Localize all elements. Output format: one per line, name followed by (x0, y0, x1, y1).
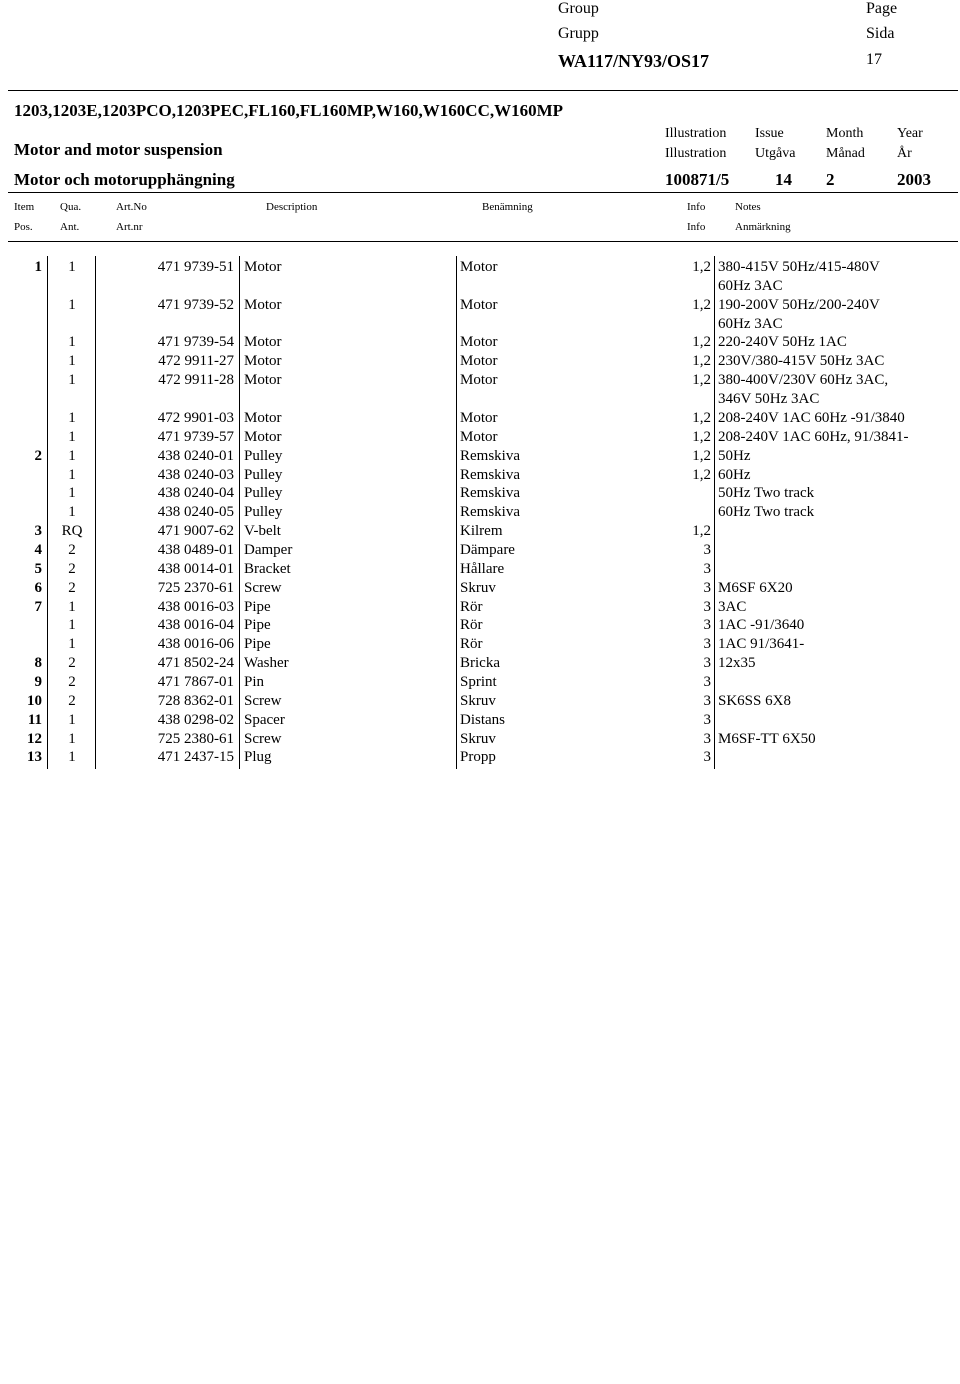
info: 1,2 (692, 428, 711, 445)
benamning: Propp (460, 749, 496, 766)
benamning: Dämpare (460, 541, 515, 558)
description: Motor (244, 259, 282, 275)
description: Pin (244, 673, 265, 690)
article-number: 725 2370-61 (157, 579, 234, 596)
article-number: 728 8362-01 (157, 692, 234, 709)
col-notes-en: Notes (735, 201, 761, 213)
month-label-sv: Månad (826, 146, 865, 161)
item-number: 7 (34, 598, 42, 615)
title-rule (8, 192, 958, 193)
notes: 346V 50Hz 3AC (718, 391, 820, 407)
quantity: 1 (68, 372, 76, 389)
item-number: 11 (27, 711, 42, 728)
quantity: 1 (68, 749, 76, 766)
year-value: 2003 (897, 170, 931, 189)
description: Motor (244, 428, 282, 445)
description: V-belt (244, 523, 281, 539)
quantity: 1 (68, 296, 76, 313)
description: Pipe (244, 636, 271, 653)
table-row (0, 748, 960, 767)
table-row (0, 560, 960, 579)
table-row (0, 409, 960, 428)
benamning: Motor (460, 353, 498, 370)
notes: 208-240V 1AC 60Hz -91/3840 (718, 409, 905, 426)
notes: 3AC (718, 598, 747, 615)
table-row (0, 428, 960, 447)
table-row (0, 598, 960, 617)
table-row (0, 541, 960, 560)
benamning: Motor (460, 409, 498, 426)
benamning: Skruv (460, 730, 496, 747)
description: Bracket (244, 560, 291, 577)
item-number: 9 (34, 673, 42, 690)
article-number: 471 2437-15 (157, 749, 234, 766)
benamning: Remskiva (460, 447, 520, 464)
description: Motor (244, 353, 282, 370)
title-swedish: Motor och motorupphängning (14, 170, 235, 189)
article-number: 438 0489-01 (157, 541, 234, 558)
benamning: Motor (460, 296, 498, 313)
benamning: Motor (460, 428, 498, 445)
quantity: 1 (68, 504, 76, 521)
quantity: 1 (68, 353, 76, 370)
table-row (0, 296, 960, 315)
article-number: 471 9739-57 (157, 428, 234, 445)
description: Motor (244, 409, 282, 426)
notes: 60Hz Two track (718, 504, 815, 521)
col-info-en: Info (687, 201, 706, 213)
quantity: 1 (68, 466, 76, 483)
info: 3 (703, 541, 711, 558)
article-number: 471 8502-24 (157, 655, 234, 672)
month-label-en: Month (826, 126, 864, 141)
table-row (0, 447, 960, 466)
description: Plug (244, 749, 272, 766)
info: 3 (703, 730, 711, 747)
article-number: 471 9007-62 (157, 523, 234, 539)
issue-label-sv: Utgåva (755, 146, 796, 161)
col-art-sv: Art.nr (116, 221, 143, 233)
page-label: Page (866, 0, 898, 17)
article-number: 438 0016-03 (157, 598, 234, 615)
notes: 60Hz 3AC (718, 315, 783, 332)
info: 1,2 (692, 259, 711, 275)
benamning: Motor (460, 334, 498, 351)
table-row (0, 503, 960, 522)
quantity: 2 (68, 560, 76, 577)
item-number: 12 (27, 730, 42, 747)
info: 3 (703, 560, 711, 577)
benamning: Hållare (460, 560, 505, 577)
notes: 1AC 91/3641- (718, 636, 805, 653)
notes: 60Hz (718, 466, 751, 483)
article-number: 472 9911-28 (158, 372, 234, 389)
article-number: 438 0240-03 (157, 466, 234, 483)
description: Pulley (244, 447, 283, 464)
description: Pipe (244, 617, 271, 634)
notes: 380-415V 50Hz/415-480V (718, 259, 880, 275)
info: 1,2 (692, 523, 711, 539)
quantity: 2 (68, 655, 76, 672)
item-number: 5 (34, 560, 42, 577)
notes: 50Hz Two track (718, 485, 815, 502)
quantity: 1 (68, 636, 76, 653)
col-qty-sv: Ant. (60, 221, 80, 233)
article-number: 471 9739-54 (157, 334, 234, 351)
benamning: Skruv (460, 579, 496, 596)
quantity: 2 (68, 673, 76, 690)
notes: 220-240V 50Hz 1AC (718, 334, 847, 351)
col-art-en: Art.No (116, 201, 147, 213)
info: 3 (703, 749, 711, 766)
benamning: Kilrem (460, 523, 503, 539)
notes: M6SF 6X20 (718, 579, 793, 596)
item-number: 3 (34, 523, 42, 539)
benamning: Remskiva (460, 466, 520, 483)
description: Motor (244, 296, 282, 313)
table-row (0, 277, 960, 296)
notes: SK6SS 6X8 (718, 692, 791, 709)
benamning: Rör (460, 598, 483, 615)
item-number: 6 (34, 579, 42, 596)
quantity: 1 (68, 730, 76, 747)
quantity: 1 (68, 334, 76, 351)
benamning: Motor (460, 259, 498, 275)
item-number: 8 (34, 655, 42, 672)
description: Motor (244, 372, 282, 389)
description: Motor (244, 334, 282, 351)
description: Screw (244, 730, 282, 747)
col-benamning: Benämning (482, 201, 533, 213)
table-row (0, 315, 960, 334)
benamning: Distans (460, 711, 505, 728)
year-label-sv: År (897, 146, 912, 161)
notes: 60Hz 3AC (718, 277, 783, 294)
col-item-en: Item (14, 201, 35, 213)
item-number: 1 (34, 259, 42, 275)
benamning: Remskiva (460, 485, 520, 502)
table-row (0, 258, 960, 277)
benamning: Rör (460, 617, 483, 634)
grupp-label: Grupp (558, 25, 599, 42)
illustration-value: 100871/5 (665, 170, 730, 189)
article-number: 725 2380-61 (157, 730, 234, 747)
info: 3 (703, 711, 711, 728)
header-rule (8, 90, 958, 91)
article-number: 471 7867-01 (157, 673, 234, 690)
benamning: Sprint (460, 673, 497, 690)
table-row (0, 466, 960, 485)
item-number: 13 (27, 749, 42, 766)
table-row (0, 579, 960, 598)
description: Spacer (244, 711, 285, 728)
col-notes-sv: Anmärkning (735, 221, 791, 233)
info: 3 (703, 692, 711, 709)
col-description: Description (266, 201, 318, 213)
info: 1,2 (692, 334, 711, 351)
quantity: 2 (68, 692, 76, 709)
col-item-sv: Pos. (14, 221, 33, 233)
year-label-en: Year (897, 126, 923, 141)
info: 3 (703, 673, 711, 690)
table-row (0, 371, 960, 390)
notes: 230V/380-415V 50Hz 3AC (718, 353, 885, 370)
item-number: 10 (27, 692, 42, 709)
info: 3 (703, 617, 711, 634)
group-code: WA117/NY93/OS17 (558, 51, 710, 71)
article-number: 438 0240-05 (157, 504, 234, 521)
description: Pipe (244, 598, 271, 615)
benamning: Skruv (460, 692, 496, 709)
table-row (0, 711, 960, 730)
description: Pulley (244, 485, 283, 502)
notes: 12x35 (718, 655, 756, 672)
quantity: 1 (68, 598, 76, 615)
quantity: 1 (68, 711, 76, 728)
table-row (0, 673, 960, 692)
table-row (0, 333, 960, 352)
quantity: 1 (68, 259, 76, 275)
article-number: 438 0016-06 (157, 636, 234, 653)
month-value: 2 (826, 170, 835, 189)
model-list: 1203,1203E,1203PCO,1203PEC,FL160,FL160MP,W160,W160CC,W160MP (14, 101, 564, 120)
notes: 190-200V 50Hz/200-240V (718, 296, 880, 313)
quantity: 1 (68, 447, 76, 464)
info: 1,2 (692, 409, 711, 426)
article-number: 438 0016-04 (157, 617, 234, 634)
description: Screw (244, 579, 282, 596)
info: 3 (703, 655, 711, 672)
page-number: 17 (866, 51, 882, 68)
table-row (0, 352, 960, 371)
notes: 208-240V 1AC 60Hz, 91/3841- (718, 428, 909, 445)
benamning: Rör (460, 636, 483, 653)
table-row (0, 692, 960, 711)
table-row (0, 484, 960, 503)
description: Damper (244, 541, 293, 558)
article-number: 438 0240-04 (157, 485, 234, 502)
info: 1,2 (692, 447, 711, 464)
quantity: 1 (68, 485, 76, 502)
notes: M6SF-TT 6X50 (718, 730, 816, 747)
benamning: Remskiva (460, 504, 520, 521)
info: 3 (703, 598, 711, 615)
quantity: 2 (68, 541, 76, 558)
issue-value: 14 (775, 170, 792, 189)
table-row (0, 522, 960, 541)
group-label: Group (558, 0, 599, 17)
quantity: 1 (68, 409, 76, 426)
issue-label-en: Issue (755, 126, 784, 141)
description: Washer (244, 655, 289, 672)
illustration-label-sv: Illustration (665, 146, 727, 161)
info: 1,2 (692, 372, 711, 389)
article-number: 438 0298-02 (157, 711, 234, 728)
info: 1,2 (692, 353, 711, 370)
description: Screw (244, 692, 282, 709)
table-row (0, 616, 960, 635)
article-number: 471 9739-52 (157, 296, 234, 313)
description: Pulley (244, 504, 283, 521)
description: Pulley (244, 466, 283, 483)
title-english: Motor and motor suspension (14, 140, 223, 159)
item-number: 2 (34, 447, 42, 464)
notes: 380-400V/230V 60Hz 3AC, (718, 372, 889, 389)
table-row (0, 654, 960, 673)
quantity: 1 (68, 428, 76, 445)
col-qty-en: Qua. (60, 201, 82, 213)
info: 1,2 (692, 296, 711, 313)
illustration-label-en: Illustration (665, 126, 727, 141)
notes: 1AC -91/3640 (718, 617, 805, 634)
table-row (0, 635, 960, 654)
sida-label: Sida (866, 25, 895, 42)
table-row (0, 390, 960, 409)
benamning: Motor (460, 372, 498, 389)
quantity: 1 (68, 617, 76, 634)
table-row (0, 730, 960, 749)
article-number: 438 0240-01 (157, 447, 234, 464)
col-info-sv: Info (687, 221, 706, 233)
quantity: 2 (68, 579, 76, 596)
header-rule-bottom (8, 241, 958, 242)
info: 3 (703, 636, 711, 653)
notes: 50Hz (718, 447, 751, 464)
quantity: RQ (61, 523, 83, 539)
info: 1,2 (692, 466, 711, 483)
article-number: 472 9911-27 (158, 353, 234, 370)
article-number: 472 9901-03 (157, 409, 234, 426)
article-number: 438 0014-01 (157, 560, 234, 577)
info: 3 (703, 579, 711, 596)
benamning: Bricka (460, 655, 500, 672)
article-number: 471 9739-51 (157, 259, 234, 275)
item-number: 4 (34, 541, 42, 558)
